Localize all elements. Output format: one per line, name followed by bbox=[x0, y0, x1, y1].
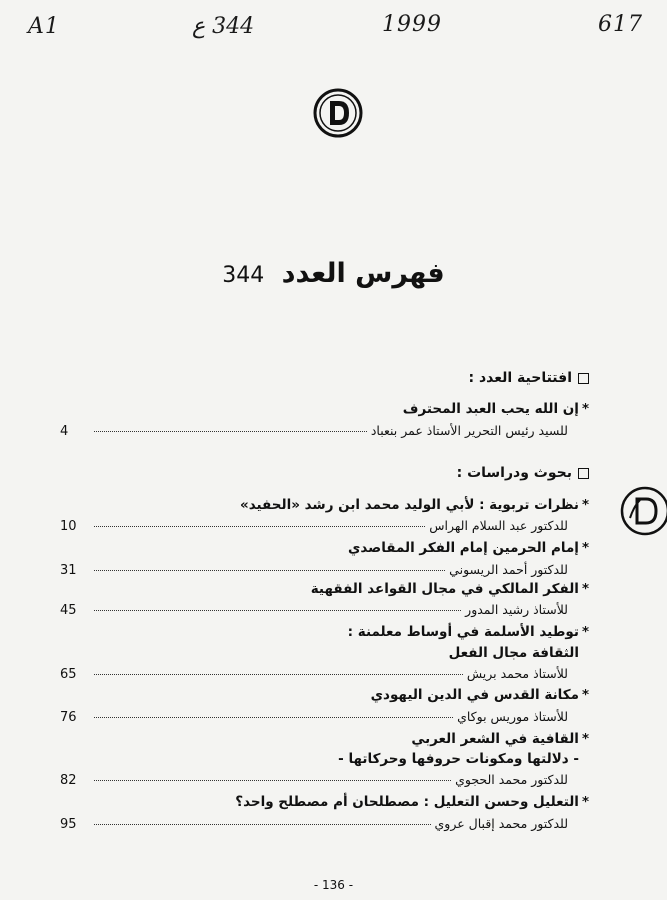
leader-dots bbox=[94, 570, 445, 571]
leader-dots bbox=[94, 610, 461, 611]
handwritten-issue-number: 344 ع bbox=[192, 14, 255, 39]
checkbox-square-icon bbox=[578, 468, 589, 479]
toc-author: للدكتور محمد إقبال عروي bbox=[434, 816, 568, 831]
toc-page-number: 95 bbox=[60, 817, 77, 832]
asterisk-icon: * bbox=[581, 794, 589, 810]
toc-author: للأستاذ رشيد المدور bbox=[465, 602, 568, 617]
leader-dots bbox=[94, 526, 425, 527]
toc-entry-title: *نظرات تربوية : لأبي الوليد محمد ابن رشد «الحفيد» bbox=[240, 497, 589, 513]
section-editorial bbox=[468, 370, 589, 386]
checkbox-square-icon bbox=[578, 373, 589, 384]
toc-author-row bbox=[60, 666, 568, 684]
toc-author-row bbox=[60, 518, 568, 536]
toc-author: للدكتور عبد السلام الهراس bbox=[429, 518, 568, 533]
side-stamp-logo bbox=[620, 486, 667, 536]
asterisk-icon: * bbox=[581, 497, 589, 513]
toc-page-number: 65 bbox=[60, 667, 77, 682]
handwritten-archive-code: A1 bbox=[28, 14, 60, 39]
leader-dots bbox=[94, 717, 453, 718]
toc-entry-subtitle: الثقافة مجال الفعل bbox=[448, 645, 579, 661]
page-title bbox=[0, 258, 667, 289]
issue-number: 344 bbox=[222, 263, 265, 288]
toc-entry-title: *التعليل وحسن التعليل : مصطلحان أم مصطلح واحد؟ bbox=[235, 794, 589, 810]
library-stamp-logo bbox=[313, 88, 363, 138]
toc-author-row bbox=[60, 816, 568, 834]
toc-author-row bbox=[60, 602, 568, 620]
handwritten-year: 1999 bbox=[382, 12, 442, 37]
toc-author: للأستاذ موريس بوكاي bbox=[457, 709, 568, 724]
leader-dots bbox=[94, 674, 463, 675]
toc-author: للدكتور أحمد الريسوني bbox=[449, 562, 568, 577]
toc-page-number: 76 bbox=[60, 710, 77, 725]
leader-dots bbox=[94, 431, 367, 432]
leader-dots bbox=[94, 824, 431, 825]
title-text: فهرس العدد bbox=[281, 258, 445, 289]
toc-author: للأستاذ محمد بريش bbox=[466, 666, 568, 681]
toc-author-row bbox=[60, 772, 568, 790]
toc-entry-title: *إن الله يحب العبد المحترف bbox=[402, 401, 589, 417]
toc-entry-title: *توطيد الأسلمة في أوساط معلمنة : bbox=[347, 624, 589, 640]
toc-author-row bbox=[60, 562, 568, 580]
section-research bbox=[457, 465, 589, 481]
asterisk-icon: * bbox=[581, 540, 589, 556]
page-footer-number: - 136 - bbox=[313, 878, 354, 892]
toc-entry-subtitle: - دلالتها ومكونات حروفها وحركاتها - bbox=[338, 751, 579, 767]
toc-author-row bbox=[60, 423, 568, 441]
toc-page-number: 4 bbox=[60, 424, 69, 439]
toc-entry-title: *مكانة القدس في الدين اليهودي bbox=[370, 687, 589, 703]
toc-entry-title: *القافية في الشعر العربي bbox=[411, 731, 589, 747]
toc-author: للدكتور محمد الحجوي bbox=[455, 772, 568, 787]
asterisk-icon: * bbox=[581, 731, 589, 747]
asterisk-icon: * bbox=[581, 624, 589, 640]
leader-dots bbox=[94, 780, 451, 781]
toc-page-number: 10 bbox=[60, 519, 77, 534]
toc-author-row bbox=[60, 709, 568, 727]
toc-page-number: 45 bbox=[60, 603, 77, 618]
section-label: افتتاحية العدد : bbox=[468, 370, 572, 386]
toc-page-number: 31 bbox=[60, 563, 77, 578]
toc-entry-title: *الفكر المالكي في مجال القواعد الفقهية bbox=[310, 581, 589, 597]
toc-entry-title: *إمام الحرمين إمام الفكر المقاصدي bbox=[347, 540, 589, 556]
section-label: بحوث ودراسات : bbox=[456, 465, 572, 481]
asterisk-icon: * bbox=[581, 581, 589, 597]
toc-author: للسيد رئيس التحرير الأستاذ عمر بنعباد bbox=[370, 423, 568, 438]
asterisk-icon: * bbox=[581, 687, 589, 703]
toc-page-number: 82 bbox=[60, 773, 77, 788]
handwritten-reference: 617 bbox=[598, 12, 643, 37]
asterisk-icon: * bbox=[581, 401, 589, 417]
